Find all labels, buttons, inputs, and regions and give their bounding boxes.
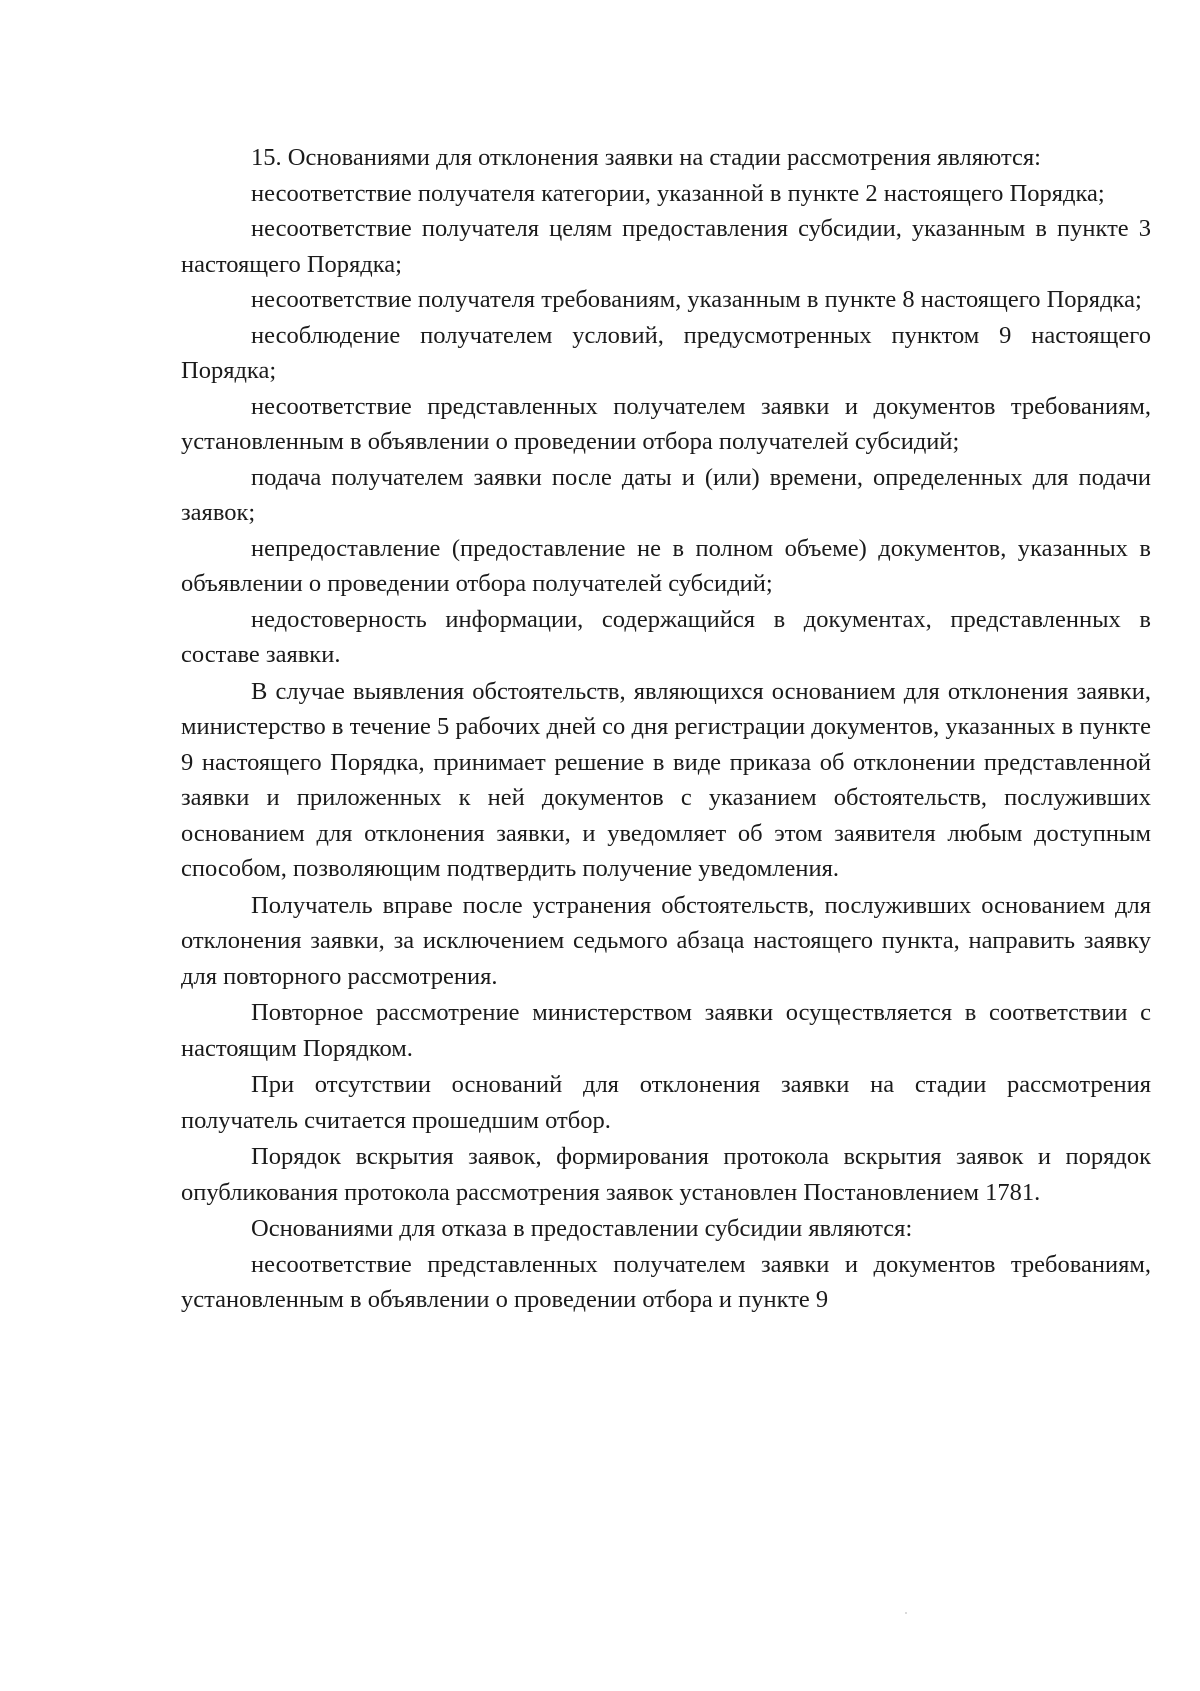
paragraph-refusal-ground-documents: несоответствие представленных получателем заявки и документов требованиям, установленным в объявлении о проведении отбора и пункте 9 xyxy=(181,1250,1151,1313)
paragraph-rejection-ground-requirements: несоответствие получателя требованиям, указанным в пункте 8 настоящего Порядка; xyxy=(251,286,1142,313)
paragraph-rejection-ground-late-submission: подача получателем заявки после даты и (или) времени, определенных для подачи заявок; xyxy=(181,463,1151,526)
paragraph-opening-procedure: Порядок вскрытия заявок, формирования протокола вскрытия заявок и порядок опубликования протокола рассмотрения заявок установлен Постановлением 1781. xyxy=(181,1143,1151,1206)
paragraph-resubmission-right: Получатель вправе после устранения обстоятельств, послуживших основанием для отклонения заявки, за исключением седьмого абзаца настоящего пункта, направить заявку для повторного рассмотрения. xyxy=(181,891,1151,990)
paragraph-rejection-ground-false-information: недостоверность информации, содержащийся в документах, представленных в составе заявки. xyxy=(181,605,1151,668)
paragraph-rejection-procedure: В случае выявления обстоятельств, являющихся основанием для отклонения заявки, министерство в течение 5 рабочих дней со дня регистрации документов, указанных в пункте 9 настоящего Порядка, принимает решение в виде приказа об отклонении представленной заявки и приложенных к ней документов с указанием обстоятельств, послуживших основанием для отклонения заявки, и уведомляет об этом заявителя любым доступным способом, позволяющим подтвердить получение уведомления. xyxy=(181,677,1151,882)
scan-speck xyxy=(905,1612,907,1614)
paragraph-repeat-review: Повторное рассмотрение министерством заявки осуществляется в соответствии с настоящим Порядком. xyxy=(181,999,1151,1062)
paragraph-rejection-ground-conditions: несоблюдение получателем условий, предусмотренных пунктом 9 настоящего Порядка; xyxy=(181,321,1151,384)
paragraph-clause-15: 15. Основаниями для отклонения заявки на стадии рассмотрения являются: xyxy=(251,144,1041,171)
document-body xyxy=(181,140,1151,1318)
paragraph-rejection-ground-purposes: несоответствие получателя целям предоставления субсидии, указанным в пункте 3 настоящего Порядка; xyxy=(181,215,1151,278)
paragraph-rejection-ground-category: несоответствие получателя категории, указанной в пункте 2 настоящего Порядка; xyxy=(251,179,1105,207)
paragraph-selection-passed: При отсутствии оснований для отклонения заявки на стадии рассмотрения получатель считается прошедшим отбор. xyxy=(181,1071,1151,1134)
paragraph-rejection-ground-missing-documents: непредоставление (предоставление не в полном объеме) документов, указанных в объявлении о проведении отбора получателей субсидий; xyxy=(181,534,1151,597)
paragraph-refusal-grounds-heading: Основаниями для отказа в предоставлении субсидии являются: xyxy=(251,1215,913,1242)
paragraph-rejection-ground-documents: несоответствие представленных получателем заявки и документов требованиям, установленным в объявлении о проведении отбора получателей субсидий; xyxy=(181,392,1151,455)
